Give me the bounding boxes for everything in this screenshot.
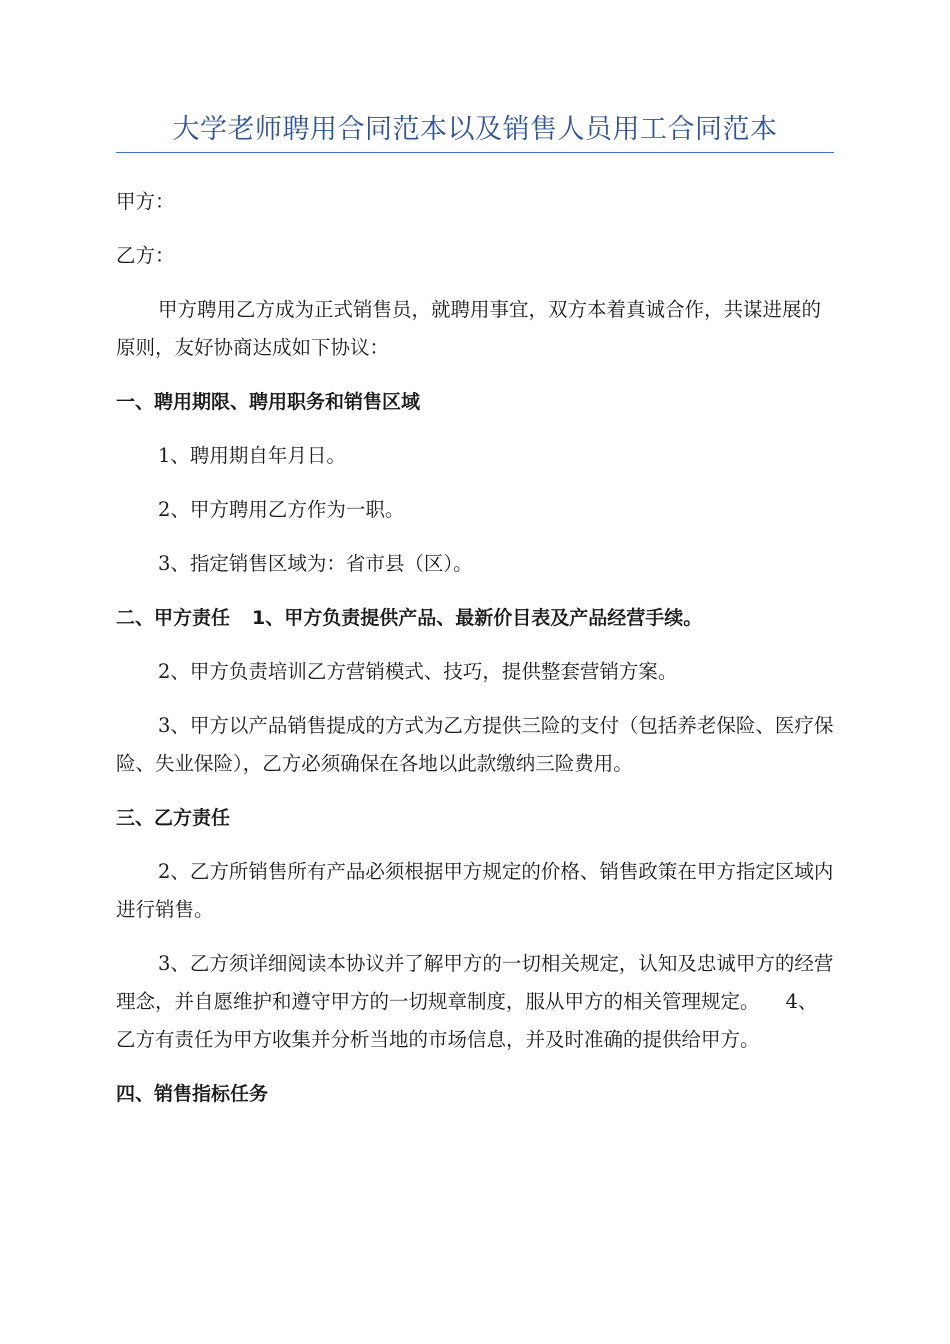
section-2-item-1-text: 、甲方负责提供产品、最新价目表及产品经营手续。 — [265, 607, 703, 629]
section-3-item-3: 3、乙方须详细阅读本协议并了解甲方的一切相关规定，认知及忠诚甲方的经营理念，并自愿维护和遵守甲方的一切规章制度，服从甲方的相关管理规定。 — [116, 952, 834, 1013]
section-1-item-1: 1、聘用期自年月日。 — [158, 444, 346, 467]
intro-paragraph: 甲方聘用乙方成为正式销售员，就聘用事宜，双方本着真诚合作，共谋进展的原则，友好协商达成如下协议： — [116, 298, 822, 359]
document-page — [116, 112, 834, 1129]
document-title: 大学老师聘用合同范本以及销售人员用工合同范本 — [116, 112, 834, 153]
section-2-item-1-number: 1 — [252, 607, 266, 629]
section-1-heading: 一、聘用期限、聘用职务和销售区域 — [116, 391, 421, 413]
section-3-heading: 三、乙方责任 — [116, 807, 231, 829]
section-3-item-2: 2、乙方所销售所有产品必须根据甲方规定的价格、销售政策在甲方指定区域内进行销售。 — [116, 860, 834, 921]
section-3-item-4: 4、乙方有责任为甲方收集并分析当地的市场信息，并及时准确的提供给甲方。 — [116, 990, 818, 1051]
section-1-item-3: 3、指定销售区域为：省市县（区）。 — [158, 552, 473, 575]
section-2-item-2: 2、甲方负责培训乙方营销模式、技巧，提供整套营销方案。 — [158, 660, 678, 683]
section-4-heading: 四、销售指标任务 — [116, 1083, 269, 1105]
section-1-item-2: 2、甲方聘用乙方作为一职。 — [158, 498, 405, 521]
section-2-heading: 二、甲方责任 — [116, 607, 231, 629]
section-2-heading-line — [116, 599, 834, 637]
party-b-label: 乙方： — [116, 244, 175, 267]
party-a-label: 甲方： — [116, 190, 175, 213]
section-3-items-3-4 — [116, 945, 834, 1059]
section-2-item-3: 3、甲方以产品销售提成的方式为乙方提供三险的支付（包括养老保险、医疗保险、失业保险），乙方必须确保在各地以此款缴纳三险费用。 — [116, 714, 834, 775]
